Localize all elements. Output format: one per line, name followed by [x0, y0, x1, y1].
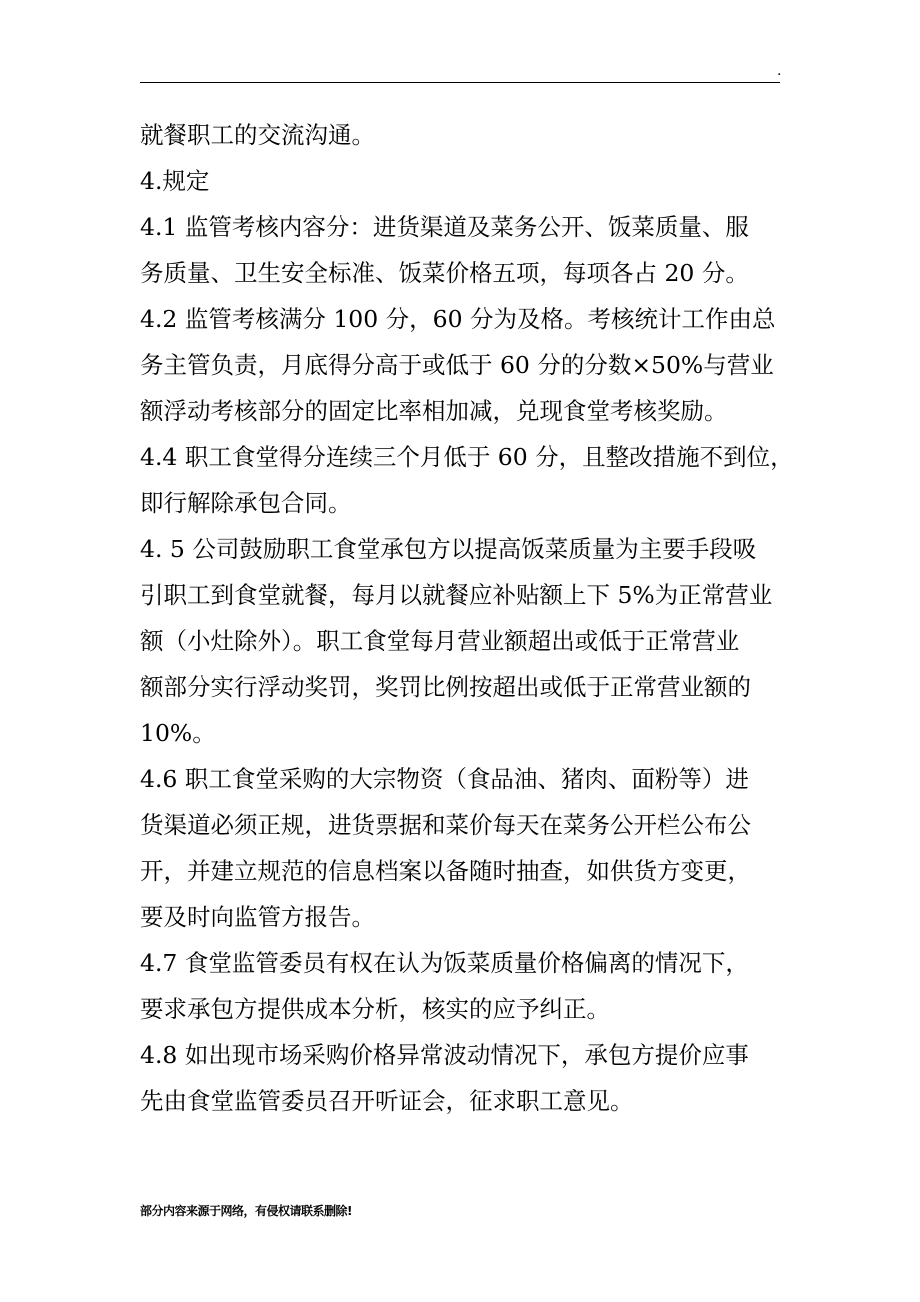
text-line: 额浮动考核部分的固定比率相加减，兑现食堂考核奖励。 — [140, 397, 728, 425]
text-line: 务质量、卫生安全标准、饭菜价格五项，每项各占 20 分。 — [140, 259, 749, 287]
text-line: 额部分实行浮动奖罚，奖罚比例按超出或低于正常营业额的 — [140, 673, 751, 701]
header-mark: . — [777, 63, 782, 79]
text-line: 引职工到食堂就餐，每月以就餐应补贴额上下 5%为正常营业 — [140, 581, 773, 609]
text-line: 要求承包方提供成本分析，核实的应予纠正。 — [140, 995, 610, 1023]
text-line: 4. 5 公司鼓励职工食堂承包方以提高饭菜质量为主要手段吸 — [140, 535, 757, 563]
footer-disclaimer: 部分内容来源于网络，有侵权请联系删除! — [140, 1204, 352, 1218]
text-line: 先由食堂监管委员召开听证会，征求职工意见。 — [140, 1087, 634, 1115]
text-line: 4.4 职工食堂得分连续三个月低于 60 分，且整改措施不到位， — [140, 443, 794, 471]
text-line: 要及时向监管方报告。 — [140, 903, 375, 931]
text-line: 务主管负责，月底得分高于或低于 60 分的分数×50%与营业 — [140, 351, 774, 379]
text-line: 货渠道必须正规，进货票据和菜价每天在菜务公开栏公布公 — [140, 811, 751, 839]
document-body — [140, 112, 800, 1124]
header-rule — [140, 82, 780, 83]
text-line: 4.2 监管考核满分 100 分，60 分为及格。考核统计工作由总 — [140, 305, 776, 333]
text-line: 额（小灶除外）。职工食堂每月营业额超出或低于正常营业 — [140, 627, 740, 655]
text-line: 4.7 食堂监管委员有权在认为饭菜质量价格偏离的情况下， — [140, 949, 749, 977]
text-line: 10%。 — [140, 719, 216, 747]
text-line: 4.1 监管考核内容分：进货渠道及菜务公开、饭菜质量、服 — [140, 213, 749, 241]
text-line: 4.6 职工食堂采购的大宗物资（食品油、猪肉、面粉等）进 — [140, 765, 749, 793]
text-line: 开，并建立规范的信息档案以备随时抽查，如供货方变更， — [140, 857, 751, 885]
text-line: 4.8 如出现市场采购价格异常波动情况下，承包方提价应事 — [140, 1041, 749, 1069]
section-heading: 4.规定 — [140, 167, 210, 195]
text-line: 就餐职工的交流沟通。 — [140, 121, 375, 149]
text-line: 即行解除承包合同。 — [140, 489, 352, 517]
